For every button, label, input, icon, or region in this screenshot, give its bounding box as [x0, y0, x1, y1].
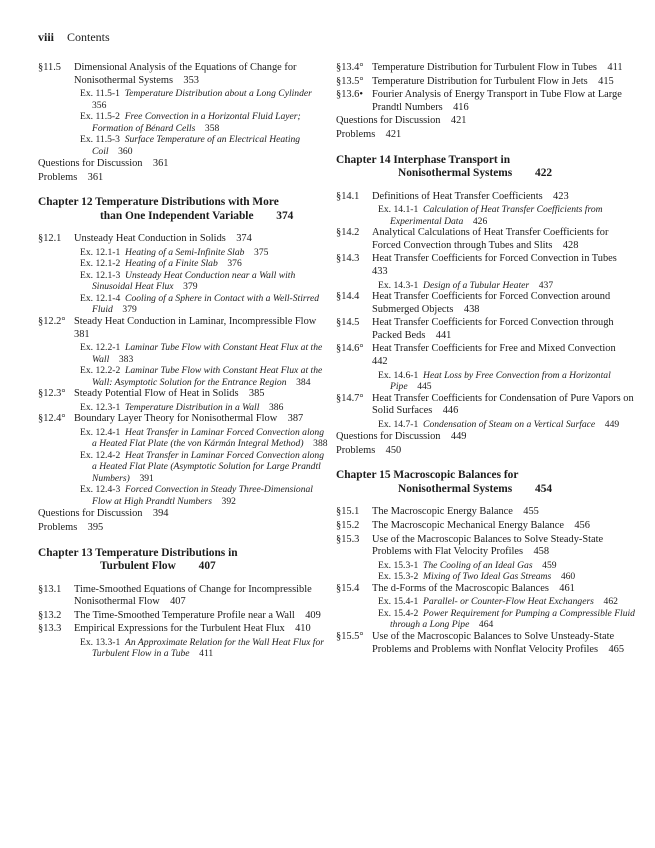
- chapter-heading: [336, 469, 636, 496]
- toc-plain-entry: [336, 431, 636, 444]
- toc-section-entry: [38, 316, 328, 341]
- toc-example-entry: [50, 134, 328, 157]
- toc-example-entry: [50, 270, 328, 293]
- section-number: §15.3: [336, 533, 360, 545]
- page-ref: 410: [295, 623, 311, 635]
- page-ref: 423: [553, 190, 569, 202]
- page-ref: 456: [574, 520, 590, 532]
- toc-example-entry: [348, 204, 636, 227]
- toc-section-entry: [336, 583, 636, 596]
- section-title: Heat Transfer Coefficients for Condensation of Pure Vapors on Solid Surfaces 446: [372, 392, 634, 417]
- toc-section-entry: [38, 62, 328, 87]
- page-ref: 454: [535, 482, 553, 495]
- example-label: Ex. 12.4-1: [80, 426, 126, 438]
- toc-section-entry: [336, 89, 636, 114]
- example-label: Ex. 15.4-1: [378, 596, 424, 608]
- section-title: Use of the Macroscopic Balances to Solve Steady-State Problems with Flat Velocity Profiles 458: [372, 533, 604, 558]
- toc-example-entry: [50, 365, 328, 388]
- page-ref: 442: [372, 356, 388, 367]
- section-title: The Macroscopic Mechanical Energy Balance 456: [372, 520, 590, 532]
- section-number: §12.4°: [38, 413, 66, 425]
- chapter-heading: [38, 196, 328, 223]
- chapter-heading: [336, 154, 636, 181]
- section-number: §13.5°: [336, 75, 364, 87]
- example-label: Ex. 15.4-2: [378, 607, 424, 619]
- example-title: Free Convection in a Horizontal Fluid Layer; Formation of Bénard Cells: [92, 111, 301, 134]
- section-number: §12.2°: [38, 315, 66, 327]
- page-ref: 384: [296, 376, 311, 388]
- section-number: §14.6°: [336, 343, 364, 355]
- page-ref: 441: [435, 329, 452, 341]
- toc-section-entry: [336, 534, 636, 559]
- toc-plain-entry: [38, 508, 328, 521]
- page-number: viii: [38, 30, 55, 44]
- toc-section-entry: [336, 62, 636, 75]
- toc-plain-entry: [336, 115, 636, 128]
- section-title: Boundary Layer Theory for Nonisothermal Flow 387: [74, 413, 304, 425]
- page-ref: 450: [385, 444, 402, 456]
- chapter-title-line1: Chapter 13 Temperature Distributions in: [38, 546, 238, 559]
- entry-title: Problems: [38, 171, 88, 183]
- section-number: §15.2: [336, 520, 360, 532]
- toc-example-entry: [50, 402, 328, 414]
- page-ref: 421: [385, 128, 402, 140]
- toc-section-entry: [38, 584, 328, 609]
- section-number: §13.4°: [336, 62, 364, 73]
- example-label: Ex. 15.3-2: [378, 571, 424, 583]
- page-ref: 385: [248, 388, 265, 400]
- toc-example-entry: [348, 280, 636, 292]
- example-label: Ex. 11.5-1: [80, 88, 125, 100]
- page-ref: 375: [254, 246, 269, 258]
- entry-title: Questions for Discussion: [38, 508, 153, 520]
- section-title: The Macroscopic Energy Balance 455: [372, 506, 539, 518]
- example-title: Parallel- or Counter-Flow Heat Exchangers: [423, 596, 604, 608]
- example-label: Ex. 12.4-3: [80, 484, 126, 496]
- chapter-title-line2: Nonisothermal Systems 422: [398, 167, 553, 180]
- toc-plain-entry: [336, 129, 636, 142]
- section-title: Temperature Distribution for Turbulent Flow in Tubes 411: [372, 62, 623, 73]
- page-ref: 415: [598, 75, 614, 87]
- toc-section-entry: [336, 191, 636, 204]
- page-ref: 460: [560, 571, 576, 583]
- toc-example-entry: [348, 608, 636, 631]
- section-title: Time-Smoothed Equations of Change for Incompressible Nonisothermal Flow 407: [74, 583, 312, 608]
- toc-example-entry: [348, 560, 636, 572]
- toc-section-entry: [336, 253, 636, 278]
- example-label: Ex. 12.4-2: [80, 449, 126, 461]
- toc-section-entry: [336, 317, 636, 342]
- toc-example-entry: [348, 370, 636, 393]
- page-ref: 407: [198, 560, 216, 573]
- example-title: Unsteady Heat Conduction near a Wall with Sinusoidal Heat Flux: [92, 269, 296, 293]
- example-label: Ex. 14.1-1: [378, 204, 424, 216]
- chapter-title-line1: Chapter 15 Macroscopic Balances for: [336, 469, 519, 482]
- page-ref: 407: [170, 596, 186, 608]
- example-title: Design of a Tubular Heater: [423, 279, 539, 291]
- example-title: Heat Loss by Free Convection from a Horizontal Pipe: [390, 369, 611, 393]
- entry-title: Problems: [38, 521, 88, 533]
- example-title: Forced Convection in Steady Three-Dimensional Flow at High Prandtl Numbers: [92, 484, 313, 507]
- toc-example-entry: [50, 484, 328, 507]
- section-number: §15.5°: [336, 630, 364, 642]
- toc-section-entry: [38, 623, 328, 636]
- page-ref: 449: [450, 431, 467, 443]
- section-title: Definitions of Heat Transfer Coefficients 423: [372, 190, 569, 202]
- example-title: Cooling of a Sphere in Contact with a Well-Stirred Fluid: [92, 292, 320, 316]
- section-number: §11.5: [38, 62, 61, 73]
- page-ref: 379: [183, 281, 198, 293]
- chapter-title-line1: Chapter 12 Temperature Distributions with More: [38, 196, 279, 209]
- toc-plain-entry: [38, 522, 328, 535]
- entry-title: Problems: [336, 444, 386, 456]
- page-ref: 458: [533, 546, 550, 558]
- section-number: §15.1: [336, 506, 360, 518]
- page-ref: 392: [221, 495, 236, 507]
- section-title: Fourier Analysis of Energy Transport in Tube Flow at Large Prandtl Numbers 416: [372, 89, 622, 113]
- page-ref: 455: [523, 506, 539, 518]
- section-number: §13.2: [38, 609, 62, 621]
- example-label: Ex. 12.1-1: [80, 246, 126, 258]
- section-title: Temperature Distribution for Turbulent Flow in Jets 415: [372, 75, 614, 87]
- example-title: Calculation of Heat Transfer Coefficients from Experimental Data: [390, 204, 603, 227]
- section-title: The Time-Smoothed Temperature Profile near a Wall 409: [74, 609, 321, 621]
- page-ref: 361: [152, 158, 169, 170]
- page-ref: 374: [276, 209, 294, 222]
- page-ref: 437: [538, 279, 554, 291]
- toc-right-column: [336, 62, 636, 657]
- page-ref: 383: [118, 353, 134, 365]
- example-title: Laminar Tube Flow with Constant Heat Flux at the Wall: Asymptotic Solution for the Entrance Region: [92, 365, 323, 388]
- page-ref: 464: [478, 619, 494, 631]
- page-ref: 411: [607, 62, 623, 73]
- toc-section-entry: [38, 233, 328, 246]
- chapter-heading: [38, 547, 328, 574]
- toc-section-entry: [336, 631, 636, 656]
- toc-plain-entry: [38, 158, 328, 171]
- example-title: Heating of a Finite Slab: [125, 258, 228, 270]
- toc-example-entry: [50, 258, 328, 270]
- toc-example-entry: [50, 427, 328, 450]
- page-ref: 433: [372, 265, 388, 277]
- example-label: Ex. 14.7-1: [378, 418, 424, 430]
- toc-section-entry: [336, 291, 636, 316]
- page-ref: 395: [87, 521, 104, 533]
- example-label: Ex. 14.6-1: [378, 369, 424, 381]
- toc-example-entry: [50, 293, 328, 316]
- section-number: §13.3: [38, 623, 62, 635]
- section-number: §14.2: [336, 227, 360, 239]
- toc-section-entry: [38, 610, 328, 623]
- example-label: Ex. 12.1-4: [80, 292, 126, 304]
- toc-example-entry: [50, 247, 328, 259]
- example-label: Ex. 11.5-3: [80, 134, 125, 146]
- running-title: Contents: [67, 30, 110, 44]
- entry-title: Questions for Discussion: [336, 431, 451, 443]
- page-ref: 416: [453, 101, 469, 113]
- page-ref: 438: [463, 303, 480, 315]
- example-title: Heat Transfer in Laminar Forced Convection along a Heated Flat Plate (the von Kármán Integral Method): [92, 426, 325, 450]
- section-title: Heat Transfer Coefficients for Forced Convection around Submerged Objects 438: [372, 291, 611, 315]
- section-number: §13.1: [38, 583, 62, 595]
- entry-title: Problems: [336, 128, 386, 140]
- example-label: Ex. 11.5-2: [80, 111, 125, 123]
- toc-example-entry: [50, 637, 328, 660]
- example-title: Laminar Tube Flow with Constant Heat Flux at the Wall: [92, 342, 323, 365]
- page-ref: 374: [236, 233, 252, 245]
- page-ref: 465: [608, 643, 625, 655]
- toc-example-entry: [50, 450, 328, 485]
- section-title: Heat Transfer Coefficients for Forced Convection through Packed Beds 441: [372, 317, 614, 341]
- toc-example-entry: [348, 596, 636, 608]
- toc-section-entry: [336, 76, 636, 89]
- toc-plain-entry: [38, 172, 328, 185]
- page-ref: 360: [118, 145, 133, 157]
- chapter-title-line2: Turbulent Flow 407: [100, 560, 216, 573]
- example-label: Ex. 12.1-3: [80, 269, 126, 281]
- toc-section-entry: [336, 393, 636, 418]
- example-label: Ex. 14.3-1: [378, 279, 424, 291]
- example-label: Ex. 13.3-1: [80, 636, 126, 648]
- page-ref: 356: [92, 99, 107, 111]
- page-ref: 387: [287, 413, 304, 425]
- example-title: An Approximate Relation for the Wall Heat Flux for Turbulent Flow in a Tube: [92, 636, 325, 660]
- page-ref: 426: [472, 215, 488, 227]
- section-number: §12.3°: [38, 388, 66, 400]
- example-label: Ex. 12.3-1: [80, 401, 126, 413]
- example-title: Temperature Distribution about a Long Cylinder: [124, 88, 322, 100]
- page-ref: 353: [183, 74, 199, 86]
- example-title: Heating of a Semi-Infinite Slab: [125, 246, 255, 258]
- toc-left-column: [38, 62, 328, 660]
- page-ref: 411: [199, 648, 214, 660]
- section-title: Heat Transfer Coefficients for Free and Mixed Convection 442: [372, 343, 627, 367]
- section-title: Steady Potential Flow of Heat in Solids 385: [74, 388, 265, 400]
- page-ref: 422: [535, 167, 553, 180]
- section-title: Empirical Expressions for the Turbulent Heat Flux 410: [74, 623, 311, 635]
- page-ref: 461: [559, 582, 575, 594]
- example-title: The Cooling of an Ideal Gas: [423, 559, 543, 571]
- section-title: The d-Forms of the Macroscopic Balances 461: [372, 582, 575, 594]
- page-ref: 379: [122, 304, 137, 316]
- page-header: [38, 30, 110, 45]
- page-ref: 386: [268, 401, 284, 413]
- page-ref: 446: [442, 405, 459, 417]
- example-title: Surface Temperature of an Electrical Heating Coil: [92, 134, 301, 157]
- section-number: §14.1: [336, 190, 360, 202]
- page-ref: 358: [204, 122, 220, 134]
- page-ref: 391: [139, 472, 154, 484]
- example-title: Power Requirement for Pumping a Compressible Fluid through a Long Pipe: [390, 607, 635, 631]
- page-ref: 449: [604, 418, 620, 430]
- section-number: §15.4: [336, 582, 360, 594]
- example-title: Heat Transfer in Laminar Forced Convection along a Heated Flat Plate (Asymptotic Solution for Large Prandtl Numbers): [92, 449, 325, 484]
- entry-title: Questions for Discussion: [336, 115, 451, 127]
- chapter-title-line2: than One Independent Variable 374: [100, 209, 294, 222]
- section-number: §14.4: [336, 291, 360, 303]
- section-title: Steady Heat Conduction in Laminar, Incompressible Flow 381: [74, 315, 327, 340]
- page-ref: 376: [227, 258, 242, 270]
- section-title: Use of the Macroscopic Balances to Solve Unsteady-State Problems and Problems with Nonflat Velocity Profiles 465: [372, 630, 625, 655]
- example-title: Condensation of Steam on a Vertical Surface: [423, 418, 605, 430]
- example-label: Ex. 12.1-2: [80, 258, 126, 270]
- toc-section-entry: [38, 413, 328, 426]
- toc-plain-entry: [336, 445, 636, 458]
- example-label: Ex. 12.2-2: [80, 365, 126, 377]
- toc-example-entry: [348, 419, 636, 431]
- toc-section-entry: [336, 520, 636, 533]
- example-title: Temperature Distribution in a Wall: [125, 401, 269, 413]
- page-ref: 421: [450, 115, 467, 127]
- page-ref: 388: [313, 438, 328, 450]
- page-ref: 459: [542, 559, 557, 571]
- toc-section-entry: [336, 343, 636, 368]
- chapter-title-line2: Nonisothermal Systems 454: [398, 482, 553, 495]
- entry-title: Questions for Discussion: [38, 158, 153, 170]
- page-ref: 462: [603, 596, 618, 608]
- toc-example-entry: [50, 111, 328, 134]
- section-number: §14.5: [336, 317, 360, 329]
- toc-example-entry: [50, 342, 328, 365]
- example-label: Ex. 15.3-1: [378, 559, 424, 571]
- section-title: Heat Transfer Coefficients for Forced Convection in Tubes 433: [372, 253, 628, 277]
- page-ref: 409: [305, 609, 321, 621]
- chapter-title-line1: Chapter 14 Interphase Transport in: [336, 153, 511, 166]
- section-number: §13.6•: [336, 89, 364, 101]
- toc-example-entry: [50, 88, 328, 111]
- example-label: Ex. 12.2-1: [80, 342, 126, 354]
- page-ref: 381: [74, 328, 90, 340]
- section-title: Unsteady Heat Conduction in Solids 374: [74, 233, 252, 245]
- example-title: Mixing of Two Ideal Gas Streams: [423, 571, 561, 583]
- page-ref: 445: [417, 381, 432, 393]
- section-number: §14.3: [336, 253, 360, 265]
- page-ref: 428: [562, 239, 579, 251]
- section-title: Analytical Calculations of Heat Transfer Coefficients for Forced Convection through Tubes and Slits 428: [372, 227, 609, 251]
- toc-section-entry: [336, 227, 636, 252]
- section-number: §12.1: [38, 233, 62, 245]
- page-ref: 394: [152, 508, 169, 520]
- section-title: Dimensional Analysis of the Equations of Change for Nonisothermal Systems 353: [74, 62, 297, 86]
- toc-section-entry: [38, 388, 328, 401]
- section-number: §14.7°: [336, 392, 364, 404]
- toc-example-entry: [348, 571, 636, 583]
- toc-section-entry: [336, 506, 636, 519]
- page-ref: 361: [87, 171, 104, 183]
